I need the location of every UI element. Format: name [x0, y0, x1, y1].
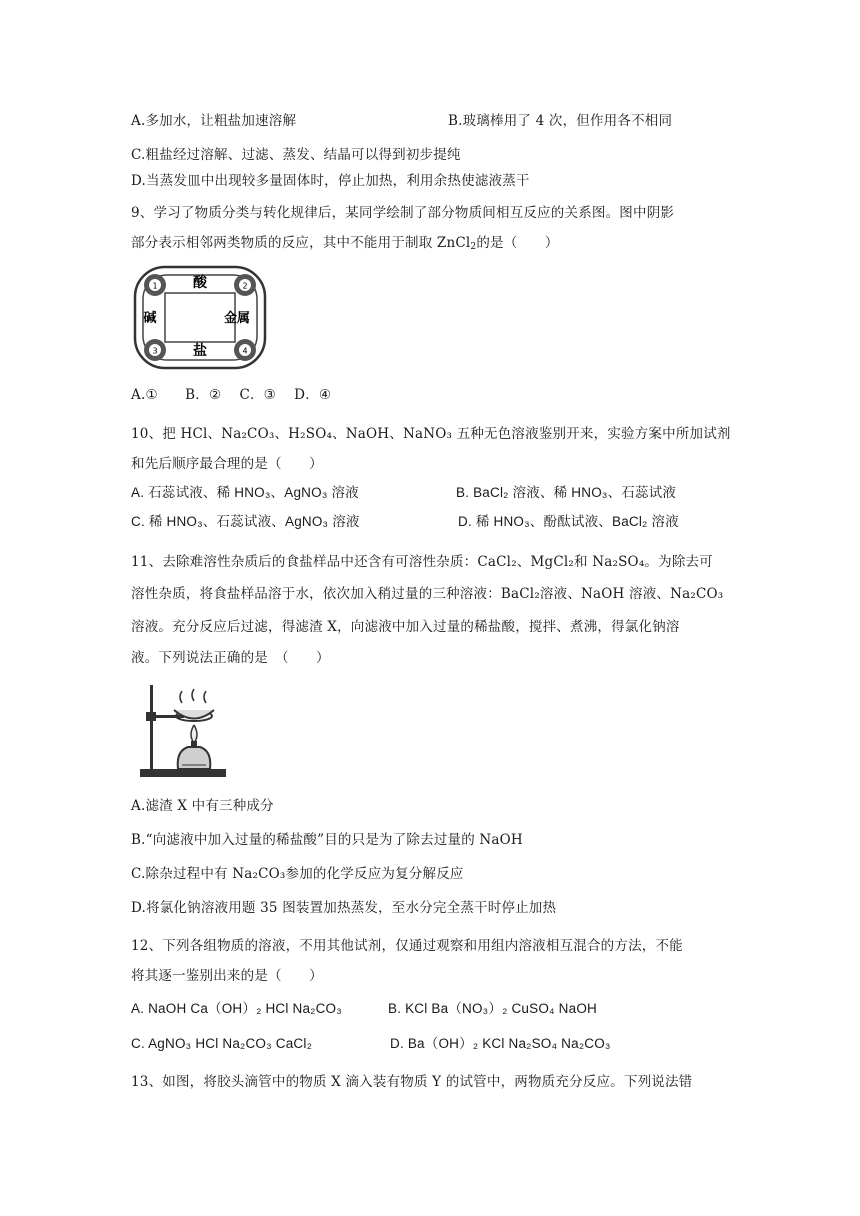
- q10-option-c: C. 稀 HNO₃、石蕊试液、AgNO₃ 溶液: [131, 514, 360, 529]
- q10-stem-line1: 10、把 HCl、Na₂CO₃、H₂SO₄、NaOH、NaNO₃ 五种无色溶液鉴别开来，实验方案中所加试剂: [131, 426, 731, 442]
- evaporation-apparatus-svg: [138, 681, 230, 779]
- diagram-label-2: 2: [242, 281, 248, 291]
- diagram-label-4: 4: [242, 346, 248, 356]
- diagram-label-metal: 金属: [223, 311, 251, 326]
- q9-stem-part: 部分表示相邻两类物质的反应，其中不能用于制取 ZnCl: [131, 235, 471, 251]
- q12-option-c: C. AgNO₃ HCl Na₂CO₃ CaCl₂: [131, 1036, 313, 1051]
- q12-option-d: D. Ba（OH）₂ KCl Na₂SO₄ Na₂CO₃: [390, 1036, 611, 1051]
- q9-stem-line1: 9、学习了物质分类与转化规律后，某同学绘制了部分物质间相互反应的关系图。图中阴影: [131, 205, 675, 221]
- q11-option-c: C.除杂过程中有 Na₂CO₃参加的化学反应为复分解反应: [131, 866, 464, 882]
- relation-diagram-svg: [133, 265, 267, 370]
- q8-option-a: A.多加水，让粗盐加速溶解: [131, 113, 297, 129]
- q12-option-b: B. KCl Ba（NO₃）₂ CuSO₄ NaOH: [388, 1001, 597, 1016]
- diagram-label-3: 3: [152, 346, 158, 356]
- diagram-label-1: 1: [152, 281, 158, 291]
- diagram-label-acid: 酸: [193, 275, 207, 291]
- q8-option-d: D.当蒸发皿中出现较多量固体时，停止加热，利用余热使滤液蒸干: [131, 173, 530, 189]
- q11-stem-line4: 液。下列说法正确的是 （ ）: [131, 650, 330, 666]
- q11-stem-line2: 溶性杂质，将食盐样品溶于水，依次加入稍过量的三种溶液：BaCl₂溶液、NaOH 溶液、Na₂CO₃: [131, 586, 724, 602]
- evaporation-apparatus-figure: [138, 681, 230, 779]
- q12-stem-line1: 12、下列各组物质的溶液，不用其他试剂，仅通过观察和用组内溶液相互混合的方法，不能: [131, 938, 683, 954]
- diagram-label-base: 碱: [143, 311, 157, 326]
- q9-stem-line2: [131, 233, 559, 257]
- q10-option-d: D. 稀 HNO₃、酚酞试液、BaCl₂ 溶液: [458, 514, 679, 529]
- q10-option-a: A. 石蕊试液、稀 HNO₃、AgNO₃ 溶液: [131, 485, 359, 500]
- q10-stem-line2: 和先后顺序最合理的是（ ）: [131, 456, 323, 472]
- q8-option-c: C.粗盐经过溶解、过滤、蒸发、结晶可以得到初步提纯: [131, 147, 461, 163]
- q9-options: A.① B．② C．③ D．④: [131, 387, 332, 403]
- q9-stem-part: 的是（ ）: [476, 235, 559, 251]
- relation-diagram: [133, 265, 267, 370]
- q11-option-d: D.将氯化钠溶液用题 35 图装置加热蒸发，至水分完全蒸干时停止加热: [131, 900, 557, 916]
- q11-option-a: A.滤渣 X 中有三种成分: [131, 798, 274, 814]
- q8-option-b: B.玻璃棒用了 4 次，但作用各不相同: [448, 113, 673, 129]
- q9-stem-subscript: 2: [470, 242, 477, 252]
- q10-option-b: B. BaCl₂ 溶液、稀 HNO₃、石蕊试液: [456, 485, 677, 500]
- diagram-label-salt: 盐: [193, 343, 207, 359]
- q11-option-b: B.“向滤液中加入过量的稀盐酸”目的只是为了除去过量的 NaOH: [131, 832, 523, 848]
- q11-stem-line1: 11、去除难溶性杂质后的食盐样品中还含有可溶性杂质：CaCl₂、MgCl₂和 Na₂SO₄。为除去可: [131, 554, 713, 570]
- q12-stem-line2: 将其逐一鉴别出来的是（ ）: [131, 968, 323, 984]
- q11-stem-line3: 溶液。充分反应后过滤，得滤渣 X，向滤液中加入过量的稀盐酸，搅拌、煮沸，得氯化钠溶: [131, 619, 680, 635]
- q13-stem-line1: 13、如图，将胶头滴管中的物质 X 滴入装有物质 Y 的试管中，两物质充分反应。下列说法错: [131, 1074, 693, 1090]
- q12-option-a: A. NaOH Ca（OH）₂ HCl Na₂CO₃: [131, 1001, 342, 1016]
